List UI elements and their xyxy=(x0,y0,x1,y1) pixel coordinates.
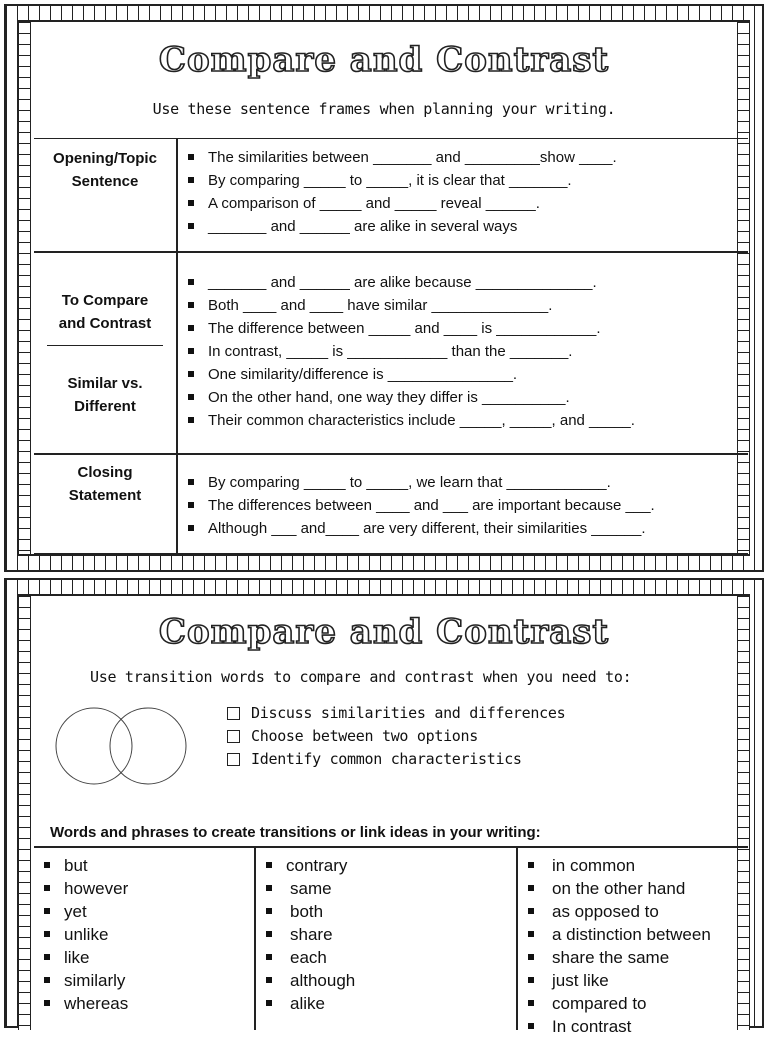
list-item: whereas xyxy=(44,992,254,1015)
transition-words-table xyxy=(34,846,748,1036)
list-item: both xyxy=(266,900,516,923)
worksheet-2-subtitle: Use transition words to compare and contrast when you need to: xyxy=(90,668,632,686)
label-divider xyxy=(47,345,163,346)
list-item: a distinction between xyxy=(528,923,748,946)
list-item: Although ___ and____ are very different, their similarities ______. xyxy=(188,517,748,540)
row-content-closing xyxy=(178,455,748,553)
list-item: In contrast xyxy=(528,1015,748,1038)
list-item: Both ____ and ____ have similar ______________. xyxy=(188,294,748,317)
list-item: The differences between ____ and ___ are important because ___. xyxy=(188,494,748,517)
list-item: on the other hand xyxy=(528,877,748,900)
words-heading: Words and phrases to create transitions or link ideas in your writing: xyxy=(50,824,541,841)
list-item: _______ and ______ are alike because ______________. xyxy=(188,271,748,294)
list-item: One similarity/difference is _______________. xyxy=(188,363,748,386)
list-item: A comparison of _____ and _____ reveal ______. xyxy=(188,192,748,215)
list-item: although xyxy=(266,969,516,992)
row-label-closing: Closing Statement xyxy=(34,455,178,553)
list-item: share xyxy=(266,923,516,946)
venn-circle-right xyxy=(110,708,186,784)
list-item: Their common characteristics include _____, _____, and _____. xyxy=(188,409,748,432)
table-row-compare xyxy=(34,253,748,455)
worksheet-2-panel xyxy=(18,594,750,1036)
list-item: as opposed to xyxy=(528,900,748,923)
row-label-compare-bottom: Similar vs. Different xyxy=(67,375,143,415)
list-item: however xyxy=(44,877,254,900)
worksheet-2-title: Compare and Contrast xyxy=(158,612,610,652)
list-item: On the other hand, one way they differ is __________. xyxy=(188,386,748,409)
table-row-opening xyxy=(34,139,748,253)
list-item: in common xyxy=(528,854,748,877)
list-item: each xyxy=(266,946,516,969)
list-item: By comparing _____ to _____, it is clear that _______. xyxy=(188,169,748,192)
table-row-closing xyxy=(34,455,748,555)
list-item: yet xyxy=(44,900,254,923)
list-item: but xyxy=(44,854,254,877)
list-item: share the same xyxy=(528,946,748,969)
worksheet-2-frame xyxy=(4,578,764,1036)
list-item: similarly xyxy=(44,969,254,992)
checklist-item: Discuss similarities and differences xyxy=(225,702,565,725)
checklist-item: Identify common characteristics xyxy=(225,748,565,771)
words-column-2 xyxy=(254,848,516,1030)
list-item: The difference between _____ and ____ is ____________. xyxy=(188,317,748,340)
list-item: alike xyxy=(266,992,516,1015)
row-content-compare xyxy=(178,253,748,453)
checklist-item: Choose between two options xyxy=(225,725,565,748)
words-column-1 xyxy=(34,848,254,1030)
words-column-3 xyxy=(516,848,748,1036)
list-item: The similarities between _______ and _________show ____. xyxy=(188,146,748,169)
list-item: By comparing _____ to _____, we learn that ____________. xyxy=(188,471,748,494)
list-item: _______ and ______ are alike in several ways xyxy=(188,215,748,238)
list-item: unlike xyxy=(44,923,254,946)
row-label-compare-top: To Compare and Contrast xyxy=(58,292,152,332)
row-content-opening xyxy=(178,139,748,251)
worksheet-1-frame xyxy=(4,4,764,572)
row-label-opening: Opening/Topic Sentence xyxy=(34,139,178,251)
row-label-compare xyxy=(34,253,178,453)
list-item: compared to xyxy=(528,992,748,1015)
sentence-frames-table xyxy=(34,138,748,555)
list-item: same xyxy=(266,877,516,900)
list-item: In contrast, _____ is ____________ than the _______. xyxy=(188,340,748,363)
list-item: contrary xyxy=(266,854,516,877)
worksheet-1-subtitle: Use these sentence frames when planning your writing. xyxy=(152,100,616,118)
list-item: like xyxy=(44,946,254,969)
worksheet-1-panel xyxy=(18,20,750,556)
list-item: just like xyxy=(528,969,748,992)
checklist xyxy=(225,702,565,771)
left-border-ladder xyxy=(19,596,31,1030)
worksheet-1-title: Compare and Contrast xyxy=(158,40,610,80)
venn-diagram-icon xyxy=(54,706,188,786)
